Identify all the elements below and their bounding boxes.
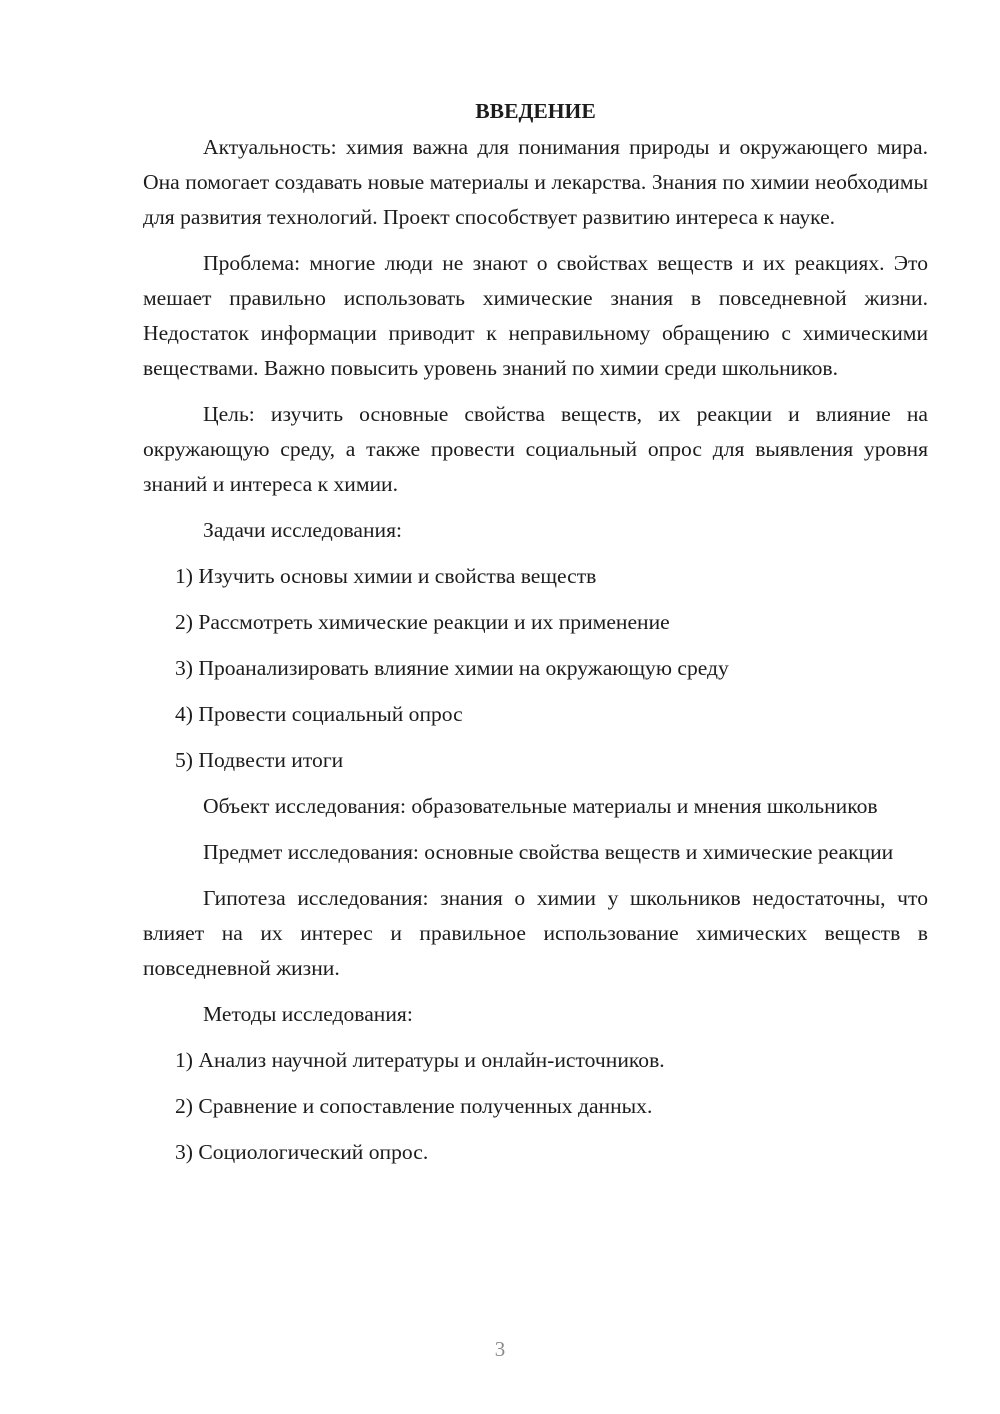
goal-paragraph: Цель: изучить основные свойства веществ, их реакции и влияние на окружающую среду, а также провести социальный опрос для выявления уровня знаний и интереса к химии. [143, 402, 928, 496]
list-item: 5) Подвести итоги [175, 748, 344, 772]
list-item: 2) Рассмотреть химические реакции и их применение [175, 610, 670, 634]
tasks-heading: Задачи исследования: [203, 518, 403, 542]
problem-paragraph: Проблема: многие люди не знают о свойствах веществ и их реакциях. Это мешает правильно использовать химические знания в повседневной жизни. Недостаток информации приводит к неправильному обращению с химическими веществами. Важно повысить уровень знаний по химии среди школьников. [143, 251, 928, 380]
tasks-list [143, 559, 928, 778]
actuality-paragraph: Актуальность: химия важна для понимания природы и окружающего мира. Она помогает создавать новые материалы и лекарства. Знания по химии необходимы для развития технологий. Проект способствует развитию интереса к науке. [143, 135, 928, 229]
page-number: 3 [494, 1337, 506, 1361]
hypothesis-paragraph: Гипотеза исследования: знания о химии у школьников недостаточны, что влияет на их интерес и правильное использование химических веществ в повседневной жизни. [143, 886, 928, 980]
page-title: ВВЕДЕНИЕ [475, 99, 596, 123]
list-item: 3) Социологический опрос. [175, 1140, 429, 1164]
object-paragraph: Объект исследования: образовательные материалы и мнения школьников [203, 794, 878, 818]
list-item: 4) Провести социальный опрос [175, 702, 463, 726]
methods-heading: Методы исследования: [203, 1002, 413, 1026]
subject-paragraph: Предмет исследования: основные свойства веществ и химические реакции [203, 840, 894, 864]
list-item: 1) Изучить основы химии и свойства веществ [175, 564, 597, 588]
list-item: 1) Анализ научной литературы и онлайн-источников. [175, 1048, 665, 1072]
list-item: 3) Проанализировать влияние химии на окружающую среду [175, 656, 729, 680]
list-item: 2) Сравнение и сопоставление полученных данных. [175, 1094, 653, 1118]
methods-list [143, 1043, 928, 1170]
